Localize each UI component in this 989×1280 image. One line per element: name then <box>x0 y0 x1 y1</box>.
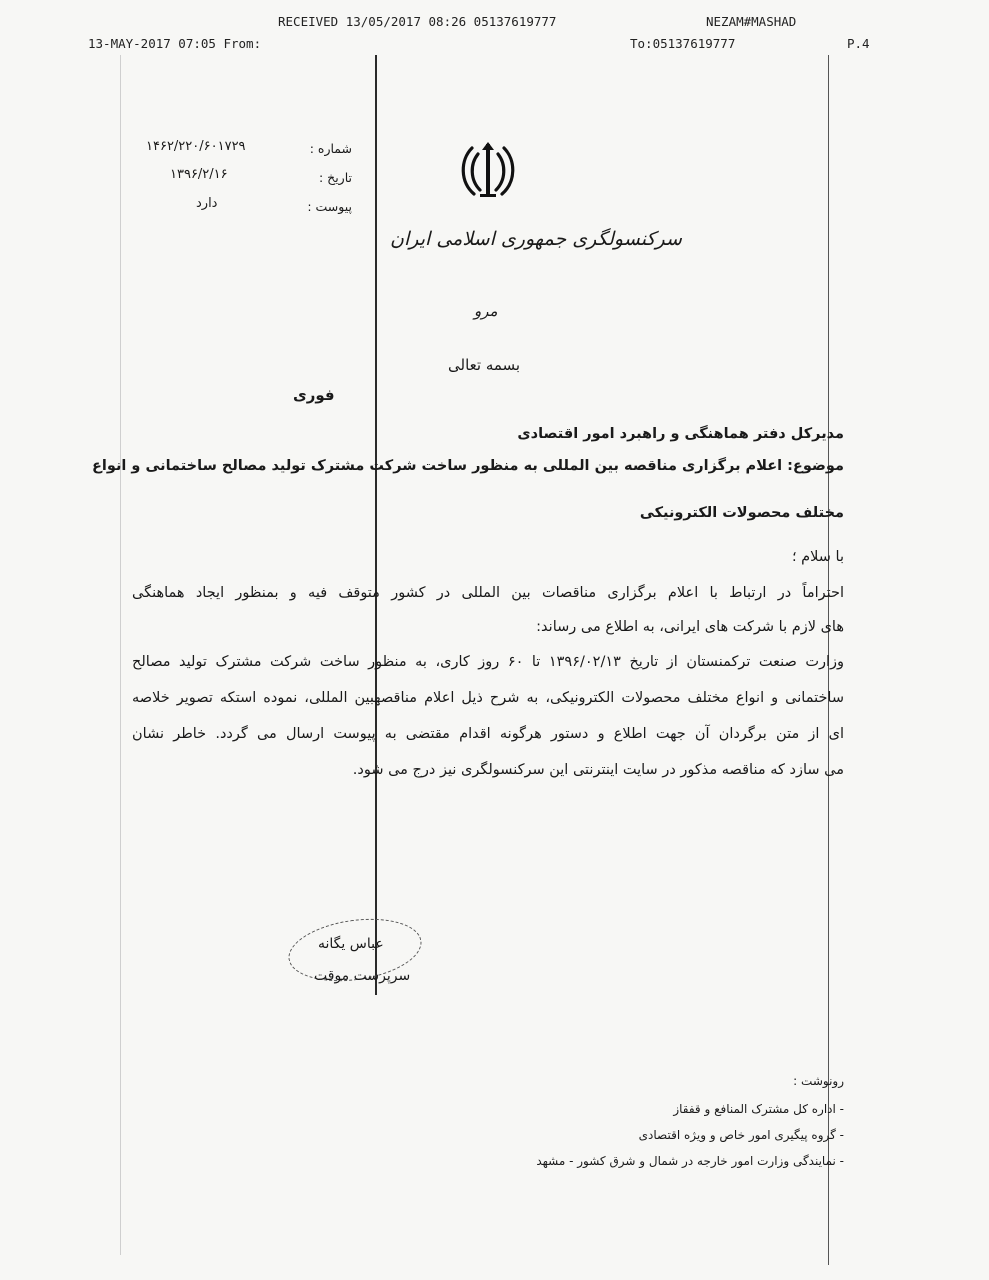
iran-emblem-icon <box>458 140 518 202</box>
fax-sender: NEZAM#MASHAD <box>706 14 797 29</box>
organization-name: سرکنسولگری جمهوری اسلامی ایران <box>390 228 682 250</box>
date-label: تاریخ : <box>318 170 352 185</box>
attachment-label: پیوست : <box>307 199 352 214</box>
signatory-name: عباس یگانه <box>318 936 384 952</box>
cc-item: - گروه پیگیری امور خاص و ویژه اقتصادی <box>638 1128 844 1142</box>
cc-item: - اداره کل مشترک المنافع و قفقاز <box>673 1102 844 1116</box>
invocation: بسمه تعالی <box>448 356 521 374</box>
fax-date-from: 13-MAY-2017 07:05 From: <box>88 36 262 51</box>
body-line: ساختمانی و انواع مختلف محصولات الکترونیکی، به شرح ذیل اعلام مناقصهبین المللی، نموده استکه تصویر خلاصه <box>132 690 844 706</box>
fax-received-line: RECEIVED 13/05/2017 08:26 05137619777 <box>278 14 557 29</box>
subject-line-2: مختلف محصولات الکترونیکی <box>639 505 844 521</box>
scan-line <box>375 55 377 995</box>
body-line: احتراماً در ارتباط با اعلام برگزاری مناقصات بین المللی در کشور متوقف فیه و بمنظور ایجاد هماهنگی <box>132 585 844 601</box>
body-line: های لازم با شرکت های ایرانی، به اطلاع می رساند: <box>536 619 844 635</box>
city-name: مرو <box>474 302 498 320</box>
number-label: شماره : <box>309 141 352 156</box>
subject-line-1: موضوع: اعلام برگزاری مناقصه بین المللی به منظور ساخت شرکت مشترک تولید مصالح ساختمانی و انواع <box>91 458 844 474</box>
scan-edge <box>120 55 121 1255</box>
body-line: می سازد که مناقصه مذکور در سایت اینترنتی این سرکنسولگری نیز درج می شود. <box>352 762 844 778</box>
attachment-value: دارد <box>196 196 218 211</box>
fax-to: To:05137619777 <box>630 36 736 51</box>
cc-label: رونوشت : <box>793 1074 844 1088</box>
urgency-label: فوری <box>293 386 335 404</box>
recipient: مدیرکل دفتر هماهنگی و راهبرد امور اقتصادی <box>517 426 844 442</box>
signatory-title: سرپرست موقت <box>314 968 411 984</box>
fax-page-number: P.4 <box>847 36 870 51</box>
number-value: ۱۴۶۲/۲۲۰/۶۰۱۷۲۹ <box>146 139 246 154</box>
cc-item: - نمایندگی وزارت امور خارجه در شمال و شرق کشور - مشهد <box>536 1154 844 1168</box>
body-line: وزارت صنعت ترکمنستان از تاریخ ۱۳۹۶/۰۲/۱۳ تا ۶۰ روز کاری، به منظور ساخت شرکت مشترک تولید مصالح <box>132 654 845 670</box>
date-value: ۱۳۹۶/۲/۱۶ <box>170 167 228 182</box>
greeting: با سلام ؛ <box>791 549 844 565</box>
body-line: ای از متن برگردان آن جهت اطلاع و دستور هرگونه اقدام مقتضی به پیوست ارسال می گردد. خاطر نشان <box>132 726 844 742</box>
